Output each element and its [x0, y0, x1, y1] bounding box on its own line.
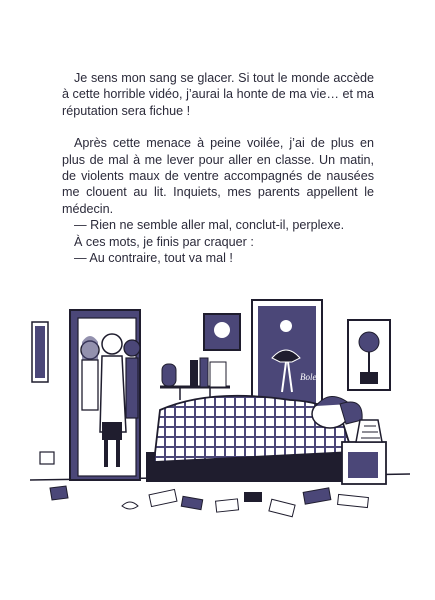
doorway [70, 310, 140, 480]
story-text [62, 70, 374, 266]
paragraph-1: Je sens mon sang se glacer. Si tout le monde accède à cette horrible vidéo, j’aurai la honte de ma vie… et ma réputation sera fichue ! [62, 71, 374, 118]
bedroom-illustration [30, 292, 410, 532]
dialog-line-3: — Au contraire, tout va mal ! [74, 251, 233, 266]
floor-mess [50, 486, 368, 517]
dialog-line-2: À ces mots, je finis par craquer : [74, 234, 254, 249]
wall-shelf [160, 358, 230, 400]
bed [146, 396, 370, 482]
poster-caption: Bolek [300, 372, 321, 382]
ballerina-poster [252, 300, 322, 410]
dialog-line-1: — Rien ne semble aller mal, conclut-il, perplexe. [74, 218, 345, 233]
paragraph-2: Après cette menace à peine voilée, j’ai de plus en plus de mal à me lever pour aller en classe. Un matin, de violents maux de ventre accompagnés de nausées me clouent au lit. Inquiets, mes parents appellent le médecin. [62, 136, 374, 216]
